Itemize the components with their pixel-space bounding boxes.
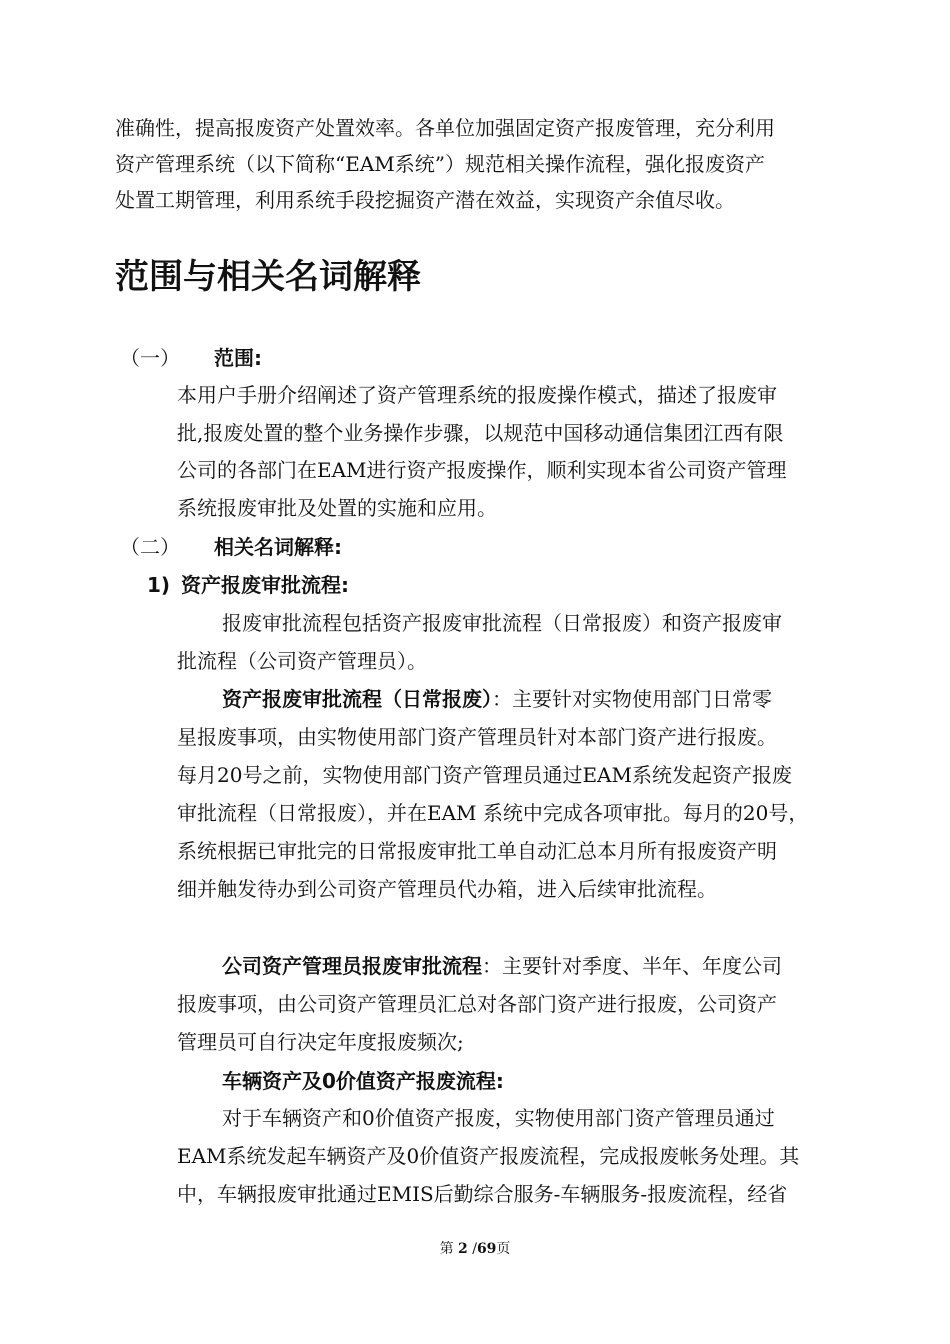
para2-line-6: 细并触发待办到公司资产管理员代办箱，进入后续审批流程。 [177, 877, 717, 901]
scope-line-1: 本用户手册介绍阐述了资产管理系统的报废操作模式，描述了报废审 [177, 383, 777, 407]
intro-line-3: 处置工期管理，利用系统手段挖掘资产潜在效益，实现资产余值尽收。 [115, 188, 735, 212]
footer-prefix: 第 [439, 1241, 454, 1257]
para3-bold-term: 公司资产管理员报废审批流程 [222, 954, 482, 978]
scope-line-3: 公司的各部门在EAM进行资产报废操作，顺利实现本省公司资产管理 [177, 458, 787, 482]
para2-line-5: 系统根据已审批完的日常报废审批工单自动汇总本月所有报废资产明 [177, 839, 777, 863]
section-2-title: 相关名词解释: [214, 535, 342, 559]
para2-line-4: 审批流程（日常报废），并在EAM 系统中完成各项审批。每月的20号， [177, 801, 809, 825]
section-heading: 范围与相关名词解释 [115, 257, 421, 297]
para1-line-2: 批流程（公司资产管理员）。 [177, 649, 427, 673]
para3-line-2: 报废事项，由公司资产管理员汇总对各部门资产进行报废，公司资产 [177, 992, 777, 1016]
footer-suffix: 页 [496, 1241, 511, 1257]
scope-line-4: 系统报废审批及处置的实施和应用。 [177, 496, 497, 520]
section-2-number: （二） [120, 535, 180, 559]
para4-line-2: EAM系统发起车辆资产及0价值资产报废流程，完成报废帐务处理。其 [177, 1144, 800, 1168]
total-page-count: 69 [476, 1241, 497, 1257]
para4-title: 车辆资产及0价值资产报废流程: [222, 1069, 504, 1093]
section-1-title: 范围: [214, 346, 262, 370]
para1-line-1: 报废审批流程包括资产报废审批流程（日常报废）和资产报废审 [222, 611, 782, 635]
para2-line-2: 星报废事项，由实物使用部门资产管理员针对本部门资产进行报废。 [177, 725, 777, 749]
intro-line-2: 资产管理系统（以下简称“EAM系统”）规范相关操作流程，强化报废资产 [115, 152, 765, 176]
para3-line-1-rest: ：主要针对季度、半年、年度公司 [482, 954, 782, 978]
page-footer [0, 1240, 950, 1258]
para3-line-1 [222, 952, 782, 980]
para2-line-1-rest: ：主要针对实物使用部门日常零 [492, 687, 772, 711]
para4-line-3: 中，车辆报废审批通过EMIS后勤综合服务-车辆服务-报废流程，经省 [177, 1182, 788, 1206]
current-page-number: 2 [458, 1241, 468, 1257]
subsection-1-title: 资产报废审批流程: [181, 573, 349, 597]
scope-line-2: 批,报废处置的整个业务操作步骤，以规范中国移动通信集团江西有限 [177, 421, 784, 445]
footer-separator: / [472, 1241, 477, 1257]
para2-bold-term: 资产报废审批流程（日常报废） [222, 687, 492, 711]
para2-line-3: 每月20号之前，实物使用部门资产管理员通过EAM系统发起资产报废 [177, 763, 792, 787]
para3-line-3: 管理员可自行决定年度报废频次; [177, 1030, 464, 1054]
para4-line-1: 对于车辆资产和0价值资产报废，实物使用部门资产管理员通过 [222, 1106, 775, 1130]
intro-line-1: 准确性，提高报废资产处置效率。各单位加强固定资产报废管理，充分利用 [115, 116, 775, 140]
para2-line-1 [222, 685, 772, 713]
subsection-1-number: 1) [147, 573, 171, 597]
section-1-number: （一） [120, 346, 180, 370]
